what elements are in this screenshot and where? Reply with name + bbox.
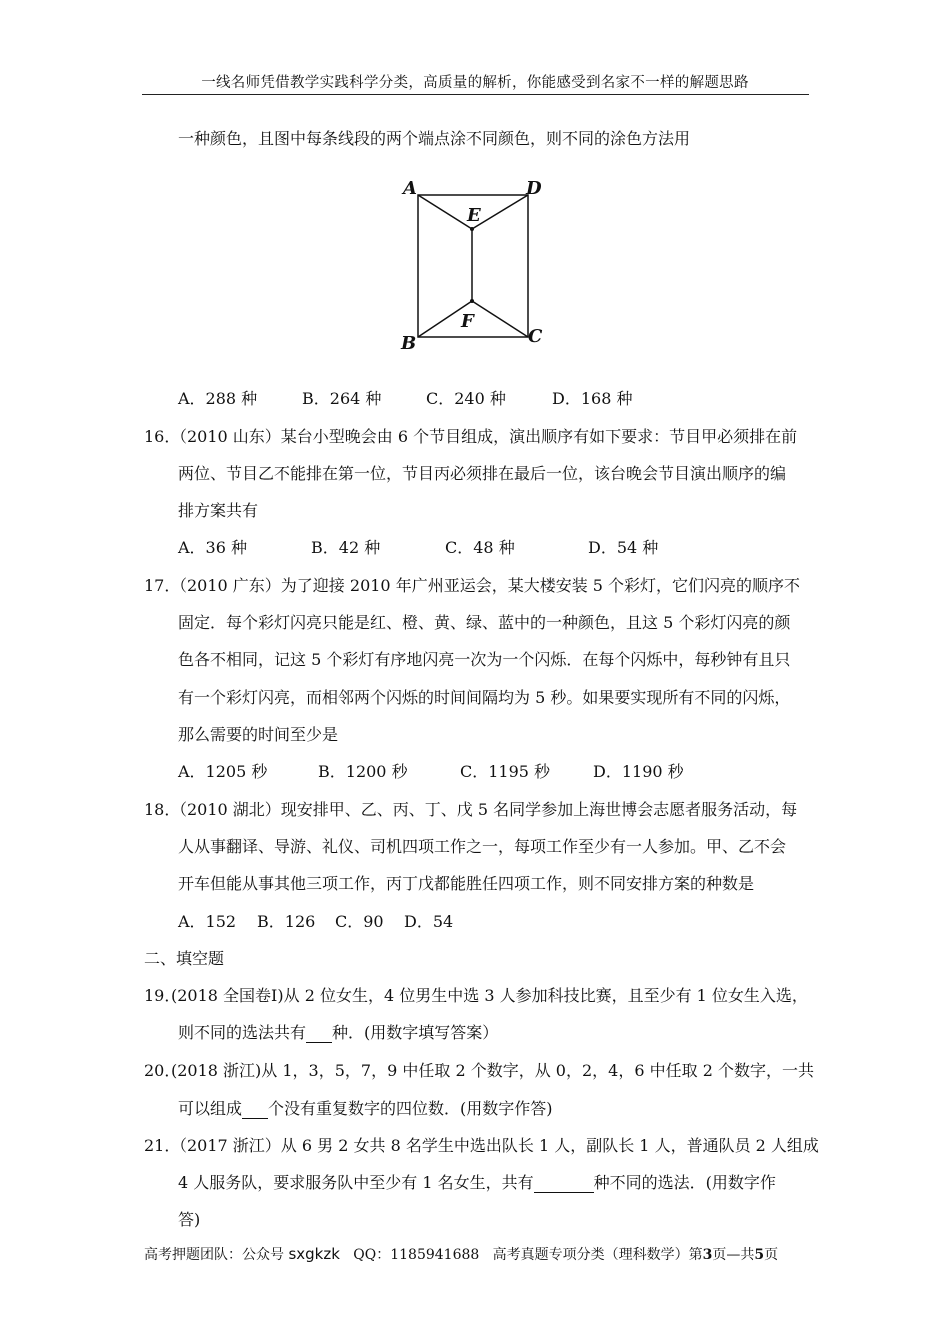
q16-option-a: A．36 种	[178, 538, 248, 557]
q20-answer-blank[interactable]	[242, 1099, 268, 1119]
q18-line-3: 开车但能从事其他三项工作，丙丁戊都能胜任四项工作，则不同安排方案的种数是	[178, 874, 755, 893]
q18-line-1: （2010 湖北）现安排甲、乙、丙、丁、戊 5 名同学参加上海世博会志愿者服务活动，每	[171, 800, 798, 819]
q15-option-b: B．264 种	[302, 389, 382, 408]
footer-series: 高考真题专项分类（理科数学）第	[492, 1247, 703, 1263]
q17-line-1: （2010 广东）为了迎接 2010 年广州亚运会，某大楼安装 5 个彩灯，它们闪亮的顺序不	[171, 576, 801, 595]
q15-option-c: C．240 种	[426, 389, 506, 408]
q21-line-1: （2017 浙江）从 6 男 2 女共 8 名学生中选出队长 1 人，副队长 1 人，普通队员 2 人组成	[171, 1136, 819, 1155]
figure-vertex-e	[470, 227, 474, 231]
q21-number: 21．	[144, 1136, 181, 1155]
footer-team: 高考押题团队：公众号	[144, 1247, 284, 1263]
figure-label-e: E	[467, 205, 481, 226]
q16-option-c: C．48 种	[445, 538, 515, 557]
q19-number: 19．	[144, 986, 181, 1005]
q21-line-2-before: 4 人服务队，要求服务队中至少有 1 名女生，共有	[178, 1173, 534, 1192]
figure-edge-cf	[472, 301, 528, 337]
q18-line-2: 人从事翻译、导游、礼仪、司机四项工作之一，每项工作至少有一人参加。甲、乙不会	[178, 837, 787, 856]
q21-line-2	[178, 1170, 776, 1193]
footer-total-pages: 5	[754, 1247, 765, 1263]
page-footer	[144, 1244, 778, 1264]
q21-line-2-after: 种不同的选法．(用数字作	[593, 1173, 776, 1192]
q19-line-2-before: 则不同的选法共有	[178, 1023, 307, 1042]
q17-option-c: C．1195 秒	[460, 762, 551, 781]
q17-line-3: 色各不相同，记这 5 个彩灯有序地闪亮一次为一个闪烁．在每个闪烁中，每秒钟有且只	[178, 650, 791, 669]
q17-number: 17．	[144, 576, 181, 595]
footer-mid: 页—共	[712, 1247, 755, 1263]
q20-line-2-before: 可以组成	[178, 1099, 243, 1118]
q17-option-b: B．1200 秒	[318, 762, 408, 781]
q16-line-3: 排方案共有	[178, 501, 259, 520]
q18-option-b: B．126	[257, 912, 316, 931]
q17-option-d: D．1190 秒	[593, 762, 684, 781]
q15-continuation: 一种颜色，且图中每条线段的两个端点涂不同颜色，则不同的涂色方法用	[178, 129, 691, 148]
q15-option-d: D．168 种	[552, 389, 633, 408]
figure-vertex-f	[470, 299, 474, 303]
q17-line-4: 有一个彩灯闪亮，而相邻两个闪烁的时间间隔均为 5 秒。如果要实现所有不同的闪烁，	[178, 688, 791, 707]
q17-line-5: 那么需要的时间至少是	[178, 725, 339, 744]
q19-line-1: (2018 全国卷Ⅰ)从 2 位女生，4 位男生中选 3 人参加科技比赛，且至少有 1 位女生入选，	[171, 986, 808, 1005]
q15-option-a: A．288 种	[178, 389, 258, 408]
q16-line-2: 两位、节目乙不能排在第一位，节目丙必须排在最后一位，该台晚会节目演出顺序的编	[178, 464, 787, 483]
q17-line-2: 固定．每个彩灯闪亮只能是红、橙、黄、绿、蓝中的一种颜色，且这 5 个彩灯闪亮的颜	[178, 613, 791, 632]
page-header: 一线名师凭借教学实践科学分类，高质量的解析，你能感受到名家不一样的解题思路	[201, 75, 749, 91]
q21-answer-blank[interactable]	[534, 1173, 594, 1193]
q16-option-b: B．42 种	[311, 538, 381, 557]
q16-line-1: （2010 山东）某台小型晚会由 6 个节目组成，演出顺序有如下要求：节目甲必须排在前	[171, 427, 798, 446]
q19-line-2	[178, 1020, 498, 1043]
q20-line-2-after: 个没有重复数字的四位数．(用数字作答)	[268, 1099, 553, 1118]
q20-line-1: (2018 浙江)从 1，3，5，7，9 中任取 2 个数字，从 0，2，4，6 中任取 2 个数字，一共	[171, 1061, 814, 1080]
q16-number: 16．	[144, 427, 181, 446]
figure-label-c: C	[528, 326, 543, 347]
footer-account: sxgkzk	[288, 1245, 340, 1263]
figure-label-d: D	[526, 178, 542, 199]
footer-page-number: 3	[702, 1247, 713, 1263]
section-title: 二、填空题	[144, 949, 225, 968]
q21-line-3: 答)	[178, 1210, 201, 1229]
q17-option-a: A．1205 秒	[178, 762, 268, 781]
figure-label-f: F	[461, 311, 474, 332]
q19-line-2-after: 种．(用数字填写答案）	[332, 1023, 499, 1042]
q18-option-d: D．54	[404, 912, 454, 931]
header-rule	[142, 94, 809, 95]
figure-edge-ae	[418, 195, 472, 229]
q20-number: 20．	[144, 1061, 181, 1080]
q15-figure	[395, 170, 555, 355]
q20-line-2	[178, 1096, 553, 1119]
q19-answer-blank[interactable]	[306, 1023, 332, 1043]
q18-number: 18．	[144, 800, 181, 819]
q16-option-d: D．54 种	[588, 538, 659, 557]
q18-option-a: A．152	[178, 912, 237, 931]
figure-label-b: B	[401, 333, 417, 354]
figure-label-a: A	[403, 178, 417, 199]
footer-end: 页	[764, 1247, 779, 1263]
q18-option-c: C．90	[335, 912, 384, 931]
footer-qq: QQ：1185941688	[353, 1247, 480, 1263]
